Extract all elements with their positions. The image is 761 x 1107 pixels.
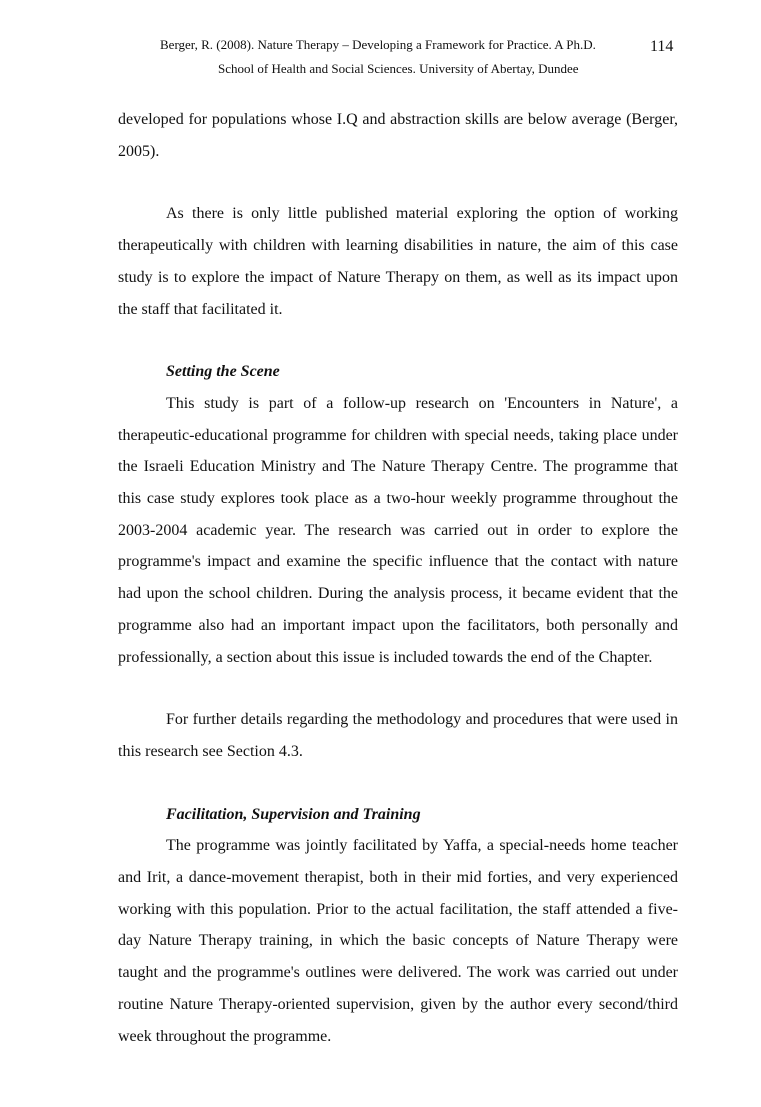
section-heading-setting-the-scene: Setting the Scene: [166, 363, 280, 381]
paragraph-continuation: developed for populations whose I.Q and abstraction skills are below average (Berger, 2005).: [118, 111, 678, 160]
paragraph-facilitation: The programme was jointly facilitated by Yaffa, a special-needs home teacher and Irit, a dance-movement therapist, both in their mid forties, and very experienced working with this population. Prior to the actual facilitation, the staff attended a five-day Nature Therapy training, in which the basic concepts of Nature Therapy were taught and the programme's outlines were delivered. The work was carried out under routine Nature Therapy-oriented supervision, given by the author every second/third week throughout the programme.: [118, 837, 678, 1045]
header-citation: Berger, R. (2008). Nature Therapy – Developing a Framework for Practice. A Ph.D.: [160, 37, 596, 52]
paragraph-setting-the-scene: This study is part of a follow-up research on 'Encounters in Nature', a therapeutic-educational programme for children with special needs, taking place under the Israeli Education Ministry and The Nature Therapy Centre. The programme that this case study explores took place as a two-hour weekly programme throughout the 2003-2004 academic year. The research was carried out in order to explore the programme's impact and examine the specific influence that the contact with nature had upon the school children. During the analysis process, it became evident that the programme also had an important impact upon the facilitators, both personally and professionally, a section about this issue is included towards the end of the Chapter.: [118, 394, 678, 666]
paragraph-aim: As there is only little published material exploring the option of working therapeutically with children with learning disabilities in nature, the aim of this case study is to explore the impact of Nature Therapy on them, as well as its impact upon the staff that facilitated it.: [118, 205, 678, 318]
body-text: [118, 104, 678, 1052]
header-institution: School of Health and Social Sciences. University of Abertay, Dundee: [218, 61, 579, 76]
section-heading-facilitation: Facilitation, Supervision and Training: [166, 805, 421, 823]
paragraph-methodology-reference: For further details regarding the methodology and procedures that were used in this research see Section 4.3.: [118, 711, 678, 760]
page-number: 114: [650, 38, 674, 55]
